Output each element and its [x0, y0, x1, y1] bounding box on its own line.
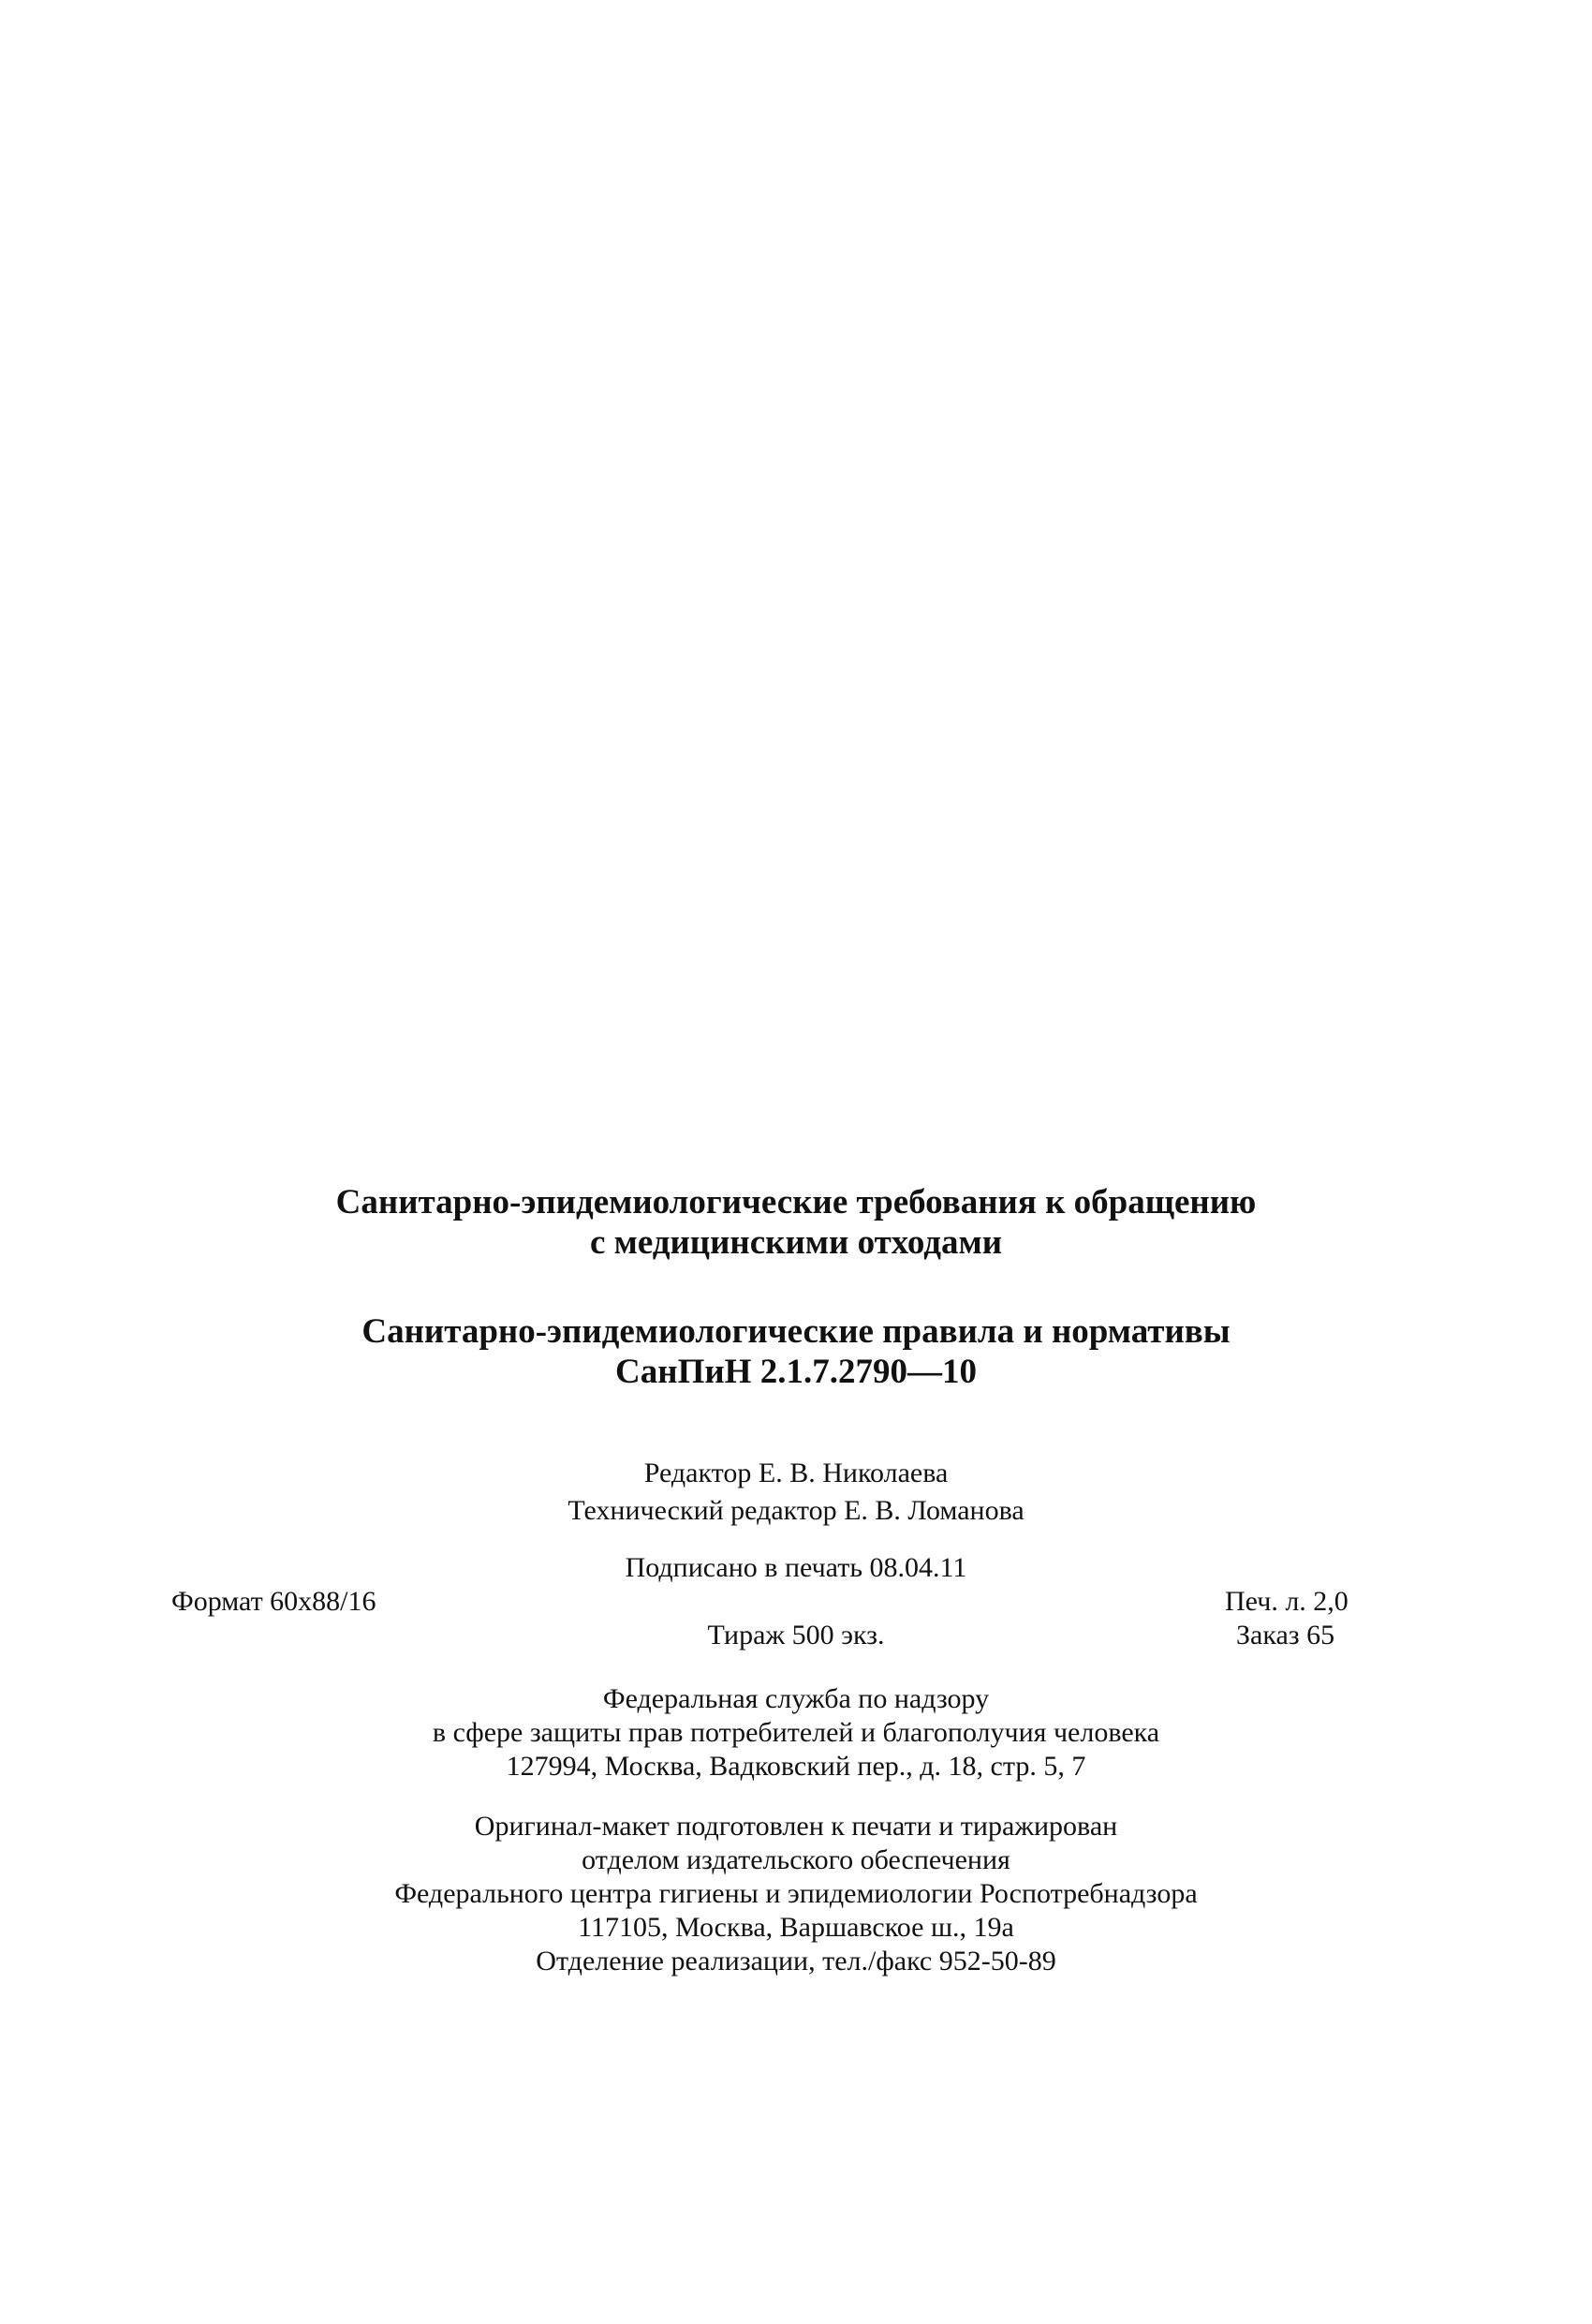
signed-date: Подписано в печать 08.04.11: [625, 1552, 967, 1583]
publisher-line-2: в сфере защиты прав потребителей и благополучия человека: [432, 1717, 1160, 1748]
editors-block: [0, 1455, 1592, 1530]
format-info: Формат 60х88/16: [171, 1586, 376, 1617]
producer-line-1: Оригинал-макет подготовлен к печати и тиражирован: [474, 1811, 1118, 1842]
producer-block: [0, 1810, 1592, 1978]
title-line-2: с медицинскими отходами: [589, 1223, 1003, 1262]
title-line-1: Санитарно-эпидемиологические требования к обращению: [335, 1183, 1257, 1221]
producer-line-2: отделом издательского обеспечения: [582, 1844, 1010, 1875]
publisher-block: [0, 1682, 1592, 1784]
document-subtitle: [0, 1311, 1592, 1392]
signed-to-print: [0, 1551, 1592, 1585]
printed-sheets: Печ. л. 2,0: [1225, 1586, 1349, 1617]
producer-address: 117105, Москва, Варшавское ш., 19а: [578, 1912, 1014, 1943]
publisher-line-1: Федеральная служба по надзору: [602, 1683, 990, 1714]
order-number: Заказ 65: [1236, 1620, 1335, 1650]
publisher-address: 127994, Москва, Вадковский пер., д. 18, стр. 5, 7: [506, 1751, 1086, 1782]
subtitle-line-1: Санитарно-эпидемиологические правила и нормативы: [361, 1312, 1231, 1351]
producer-line-3: Федерального центра гигиены и эпидемиологии Роспотребнадзора: [394, 1878, 1198, 1909]
document-title: [0, 1182, 1592, 1263]
sales-contact: Отделение реализации, тел./факс 952-50-89: [536, 1946, 1056, 1976]
technical-editor: Технический редактор Е. В. Ломанова: [568, 1495, 1024, 1526]
print-run: Тираж 500 экз.: [707, 1620, 885, 1650]
subtitle-line-2: СанПиН 2.1.7.2790—10: [615, 1353, 977, 1391]
editor: Редактор Е. В. Николаева: [643, 1458, 949, 1488]
